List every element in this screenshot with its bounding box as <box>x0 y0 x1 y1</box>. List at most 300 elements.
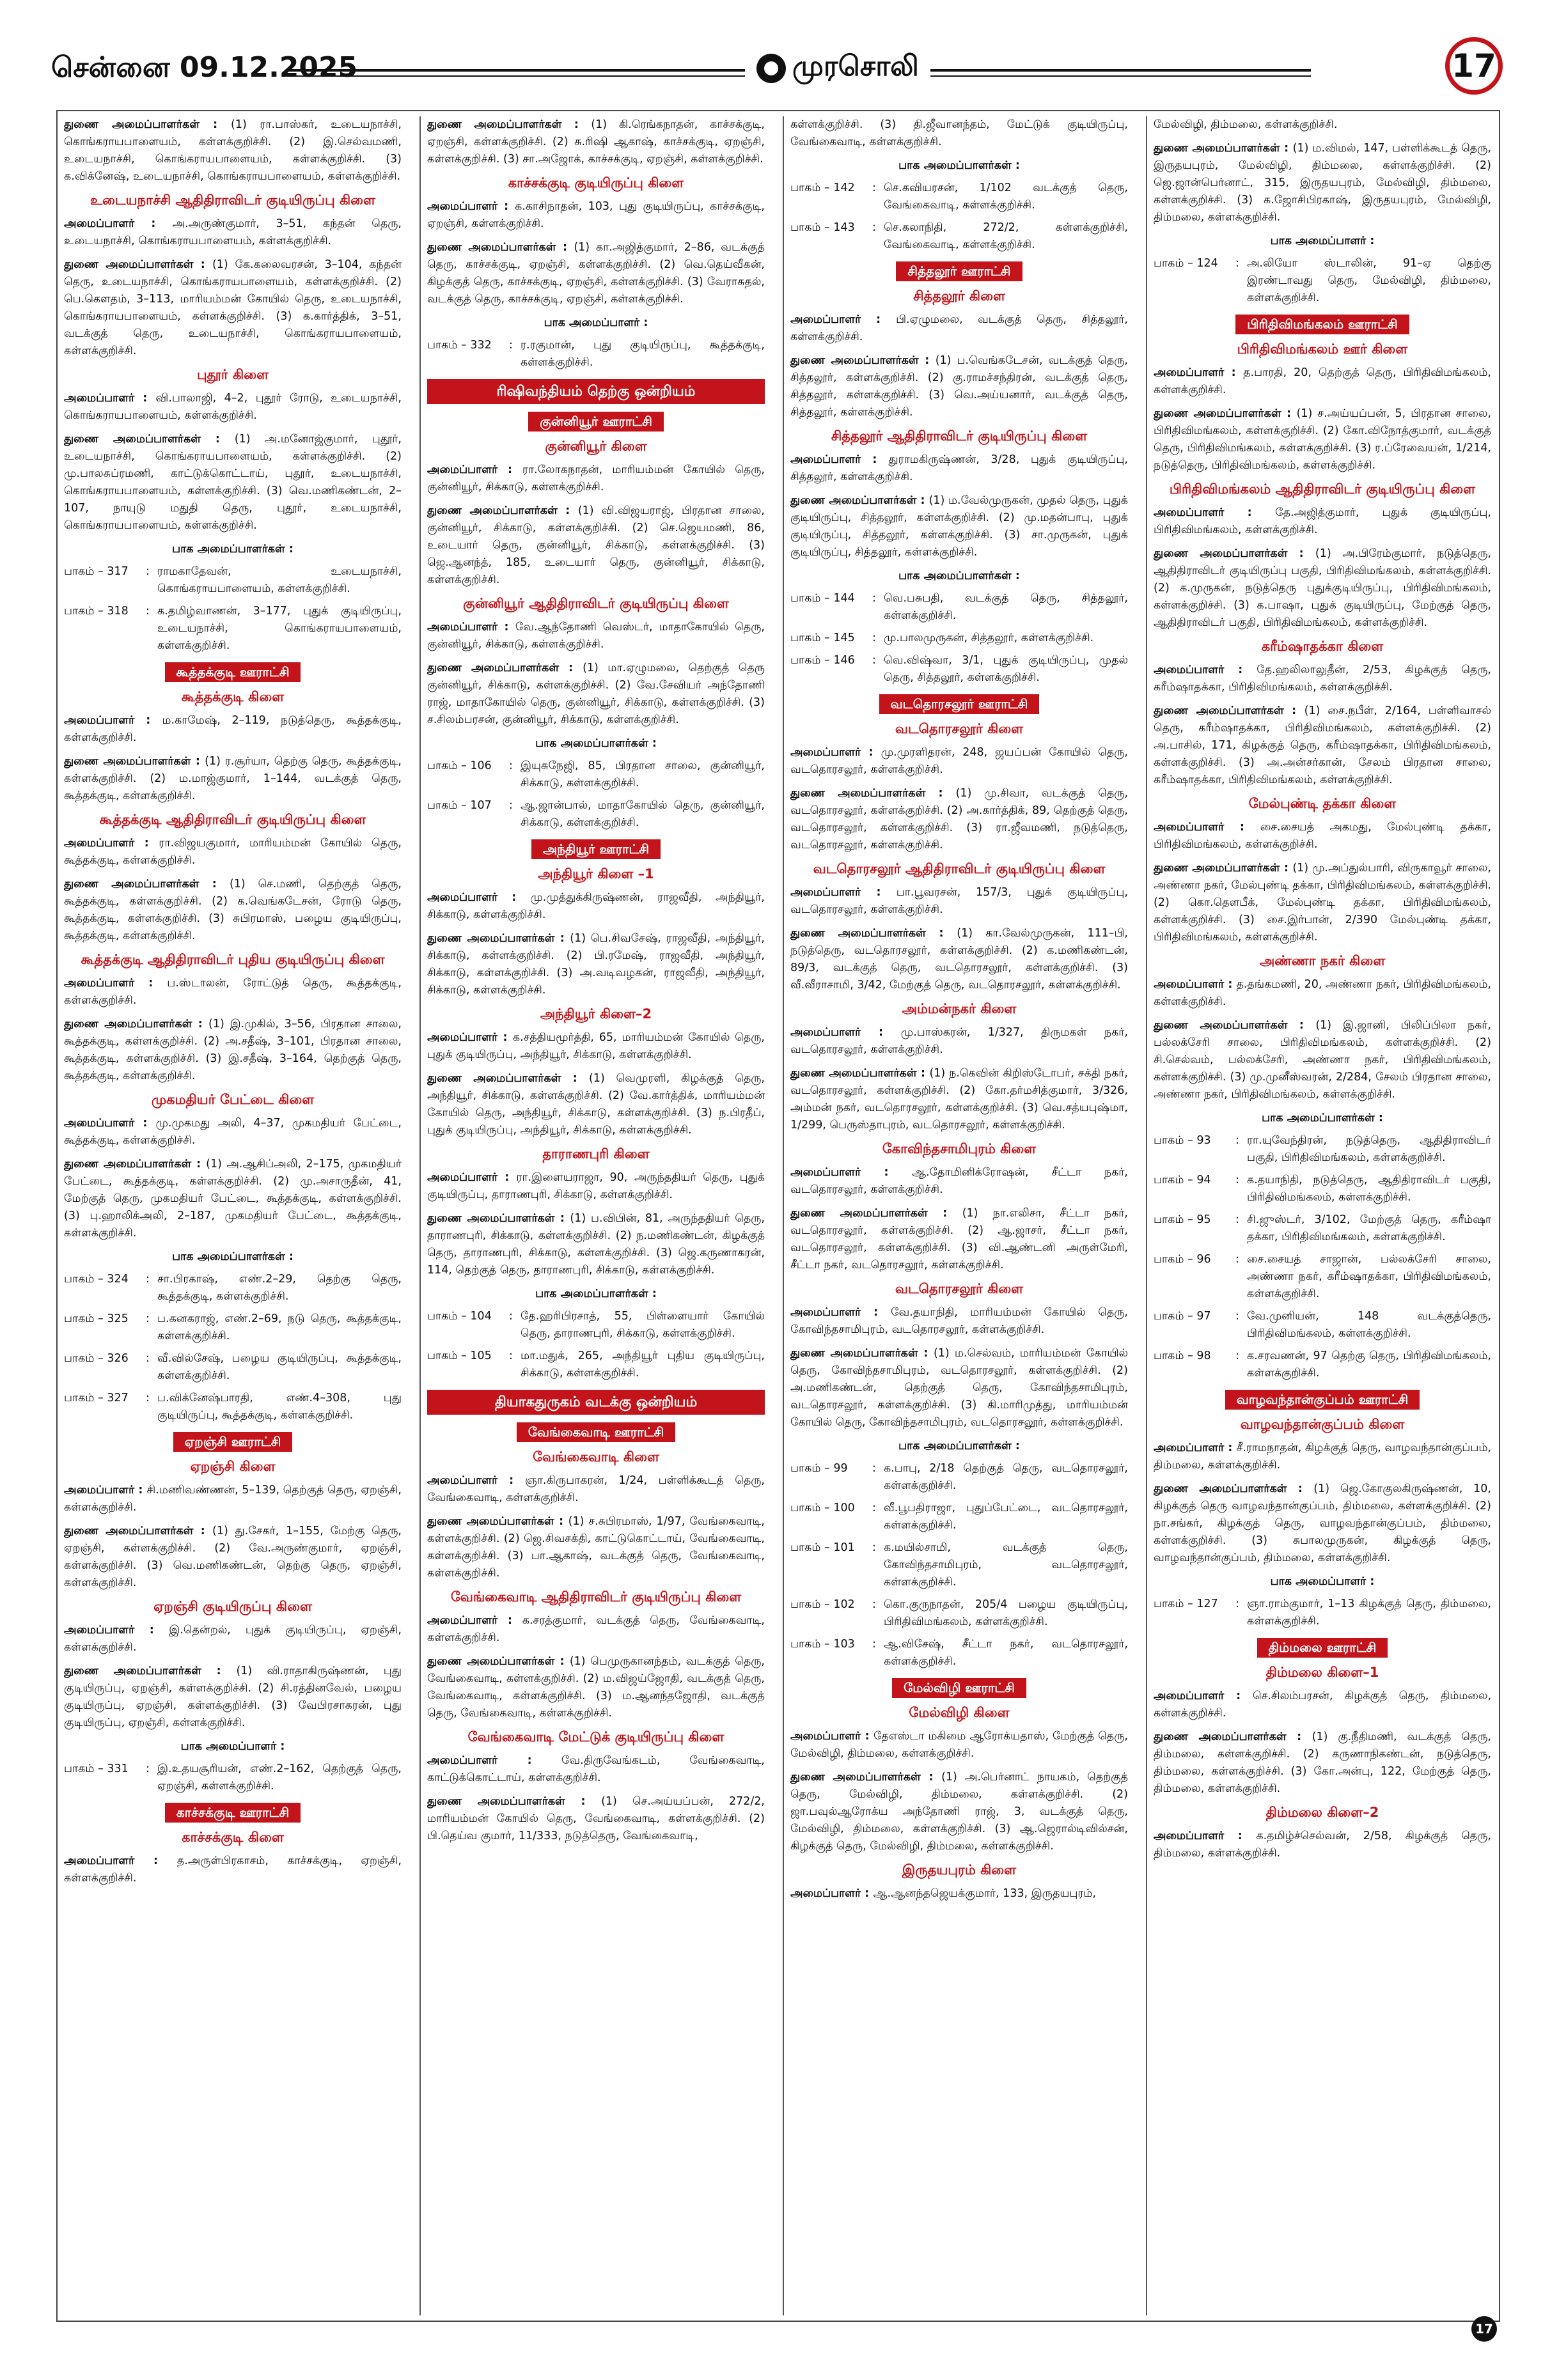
listing-entry <box>790 884 1128 919</box>
entry-text: ஞா.கிருபாகரன், 1/24, பள்ளிக்கூடத் தெரு, வேங்கைவாடி, கள்ளக்குறிச்சி. <box>427 1474 765 1504</box>
entry-text: (1) ப.விபின், 81, அருந்ததியர் தெரு, தாராணபுரி, சிக்காடு, கள்ளக்குறிச்சி. (2) ந.மணிகண்டன், கிழக்குத் தெரு, தாராணபுரி, சிக்காடு, கள்ளக்குறிச்சி. (3) ஜெ.கருணாகரன், 114, தெற்குத் தெரு, தாராணபுரி, சிக்காடு, கள்ளக்குறிச்சி. <box>427 1212 765 1277</box>
ward-organizer: வே.முனியன், 148 வடக்குத்தெரு, பிரிதிவிமங்கலம், கள்ளக்குறிச்சி. <box>1247 1310 1491 1340</box>
ward-row <box>1154 1308 1491 1342</box>
branch-heading: முகமதியர் பேட்டை கிளை <box>151 1092 315 1107</box>
role-label: துணை அமைப்பாளர்கள் : <box>64 118 231 131</box>
separator: : <box>1235 1598 1239 1610</box>
branch-heading: கூத்தக்குடி ஆதிதிராவிடர் புதிய குடியிருப்பு கிளை <box>81 952 385 967</box>
listing-entry <box>1154 405 1491 474</box>
subheading: பாக அமைப்பாளர்கள் : <box>1262 1112 1383 1124</box>
ward-organizer: ரா.யுவேந்திரன், நடுத்தெரு, ஆதிதிராவிடர் பகுதி, பிரிதிவிமங்கலம், கள்ளக்குறிச்சி. <box>1247 1134 1491 1164</box>
listing-entry <box>790 116 1128 151</box>
role-label: துணை அமைப்பாளர்கள் : <box>1154 1731 1312 1743</box>
banner-label: திம்மலை ஊராட்சி <box>1257 1638 1388 1658</box>
ward-organizer: மா.மதுக், 265, அந்தியூர் புதிய குடியிருப்பு, சிக்காடு, கள்ளக்குறிச்சி. <box>521 1349 765 1380</box>
ward-organizer: சி.ஜுஸ்டர், 3/102, மேற்குத் தெரு, கரீம்ஷா தக்கா, பிரிதிவிமங்கலம், கள்ளக்குறிச்சி. <box>1247 1213 1491 1243</box>
listing-entry <box>1154 1828 1491 1862</box>
entry-text: (1) கா.வேல்முருகன், 111–பி, நடுத்தெரு, வடதொரசலூர், கள்ளக்குறிச்சி. (2) க.மணிகண்டன், 89/3, வடக்குத் தெரு, வடதொரசலூர், கள்ளக்குறிச்சி. (3) வீ.வீராசாமி, 3/42, மேற்குத் தெரு, வடதொரசலூர், கள்ளக்குறிச்சி. <box>790 927 1128 992</box>
branch-heading: தாராணபுரி கிளை <box>542 1146 650 1162</box>
entry-text: மு.முரளிதரன், 248, ஜயப்பன் கோயில் தெரு, வடதொரசலூர், கள்ளக்குறிச்சி. <box>790 746 1128 776</box>
entry-text: ரா.விஜயகுமார், மாரியம்மன் கோயில் தெரு, கூத்தக்குடி, கள்ளக்குறிச்சி. <box>64 837 402 867</box>
listing-entry <box>1154 140 1491 226</box>
entry-text: வி.பாலாஜி, 4–2, புதூர் ரோடு, உடையநாச்சி, கொங்கராயபாளையம், கள்ளக்குறிச்சி. <box>64 392 402 422</box>
subheading: பாக அமைப்பாளர் : <box>544 316 648 329</box>
role-label: அமைப்பாளர் : <box>790 1166 912 1179</box>
role-label: அமைப்பாளர் : <box>790 1730 874 1743</box>
listing-entry <box>790 1065 1128 1134</box>
entry-text: பி.ஏழுமலை, வடக்குத் தெரு, சித்தலூர், கள்ளக்குறிச்சி. <box>790 313 1128 343</box>
branch-heading: வேங்கைவாடி கிளை <box>533 1449 659 1465</box>
separator: : <box>146 1762 150 1775</box>
role-label: துணை அமைப்பாளர்கள் : <box>790 354 936 367</box>
entry-text: (1) ம.விமல், 147, பள்ளிக்கூடத் தெரு, இருதயபுரம், மேல்விழி, திம்மலை, கள்ளக்குறிச்சி. (2) ஜெ.ஜான்பெர்னாட், 315, இருதயபுரம், மேல்விழி, திம்மலை, கள்ளக்குறிச்சி. (3) க.ஜோசிபிரகாஷ், இருதயபுரம், மேல்விழி, திம்மலை, கள்ளக்குறிச்சி. <box>1154 142 1491 224</box>
branch-heading: அந்தியூர் கிளை–2 <box>540 1006 652 1022</box>
role-label: துணை அமைப்பாளர்கள் : <box>427 1072 589 1085</box>
listing-entry <box>427 1070 765 1139</box>
panchayat-banner <box>790 694 1128 714</box>
entry-text: (1) வெமுரளி, கிழக்குத் தெரு, அந்தியூர், சிக்காடு, கள்ளக்குறிச்சி. (2) வே.கார்த்திக், மாரியம்மன் கோயில் தெரு, அந்தியூர், சிக்காடு, கள்ளக்குறிச்சி. (3) ந.பிரதீப், புதுக் குடியிருப்பு, அந்தியூர், சிக்காடு, கள்ளக்குறிச்சி. <box>427 1072 765 1137</box>
entry-text: (1) அ.பெர்னாட் நாயகம், தெற்குத் தெரு, மேல்விழி, திம்மலை, கள்ளக்குறிச்சி. (2) ஜா.பவுல்ஆரோக்ய அந்தோணி ராஜ், 3, வடக்குத் தெரு, மேல்விழி, திம்மலை, கள்ளக்குறிச்சி. (3) ஆ.ஜெரால்டிவில்சன், கிழக்குத் தெரு, மேல்விழி, திம்மலை, கள்ளக்குறிச்சி. <box>790 1771 1128 1853</box>
ward-number: பாகம் – 95 <box>1154 1213 1211 1226</box>
entry-text: (1) அ.ஆசிப்அலி, 2–175, முகமதியர் பேட்டை, கூத்தக்குடி, கள்ளக்குறிச்சி. (2) மு.அசாருதீன், 41, மேற்குத் தெரு, முகமதியர் பேட்டை, கூத்தக்குடி, கள்ளக்குறிச்சி. (3) பு.ஹாலிக்அலி, 2–187, முகமதியர் பேட்டை, கூத்தக்குடி, கள்ளக்குறிச்சி. <box>64 1158 402 1240</box>
separator: : <box>872 1598 876 1611</box>
entry-text: (1) மா.ஏழுமலை, தெற்குத் தெரு குன்னியூர், சிக்காடு, கள்ளக்குறிச்சி. (2) வே.சேவியர் அந்தோணி ராஜ், மாதாகோயில் தெரு, குன்னியூர், சிக்காடு, கள்ளக்குறிச்சி. (3) ச.சிலம்பரசன், குன்னியூர், சிக்காடு, கள்ளக்குறிச்சி. <box>427 662 765 726</box>
ward-row <box>64 1350 402 1385</box>
listing-entry <box>1154 703 1491 789</box>
union-banner <box>427 379 765 404</box>
listing-entry <box>1154 545 1491 632</box>
entry-text: ரா.லோகநாதன், மாரியம்மன் கோயில் தெரு, குன்னியூர், சிக்காடு, கள்ளக்குறிச்சி. <box>427 463 765 494</box>
role-label: அமைப்பாளர் : <box>1154 821 1260 834</box>
entry-text: (1) ஜெ.கோகுலகிருஷ்ணன், 10, கிழக்குத் தெரு வாழவந்தான்குப்பம், திம்மலை, கள்ளக்குறிச்சி. (2) நா.சங்கர், கிழக்குத் தெரு, வாழவந்தான்குப்பம், திம்மலை, கள்ளக்குறிச்சி. (3) சுபாலமுருகன், கிழக்குத் தெரு, வாழவந்தான்குப்பம், திம்மலை, கள்ளக்குறிச்சி. <box>1154 1482 1491 1564</box>
listing-entry <box>64 215 402 250</box>
role-label: துணை அமைப்பாளர்கள் : <box>64 433 235 446</box>
ward-number: பாகம் – 142 <box>790 182 855 194</box>
ward-row <box>64 1761 402 1795</box>
listing-entry <box>427 1612 765 1647</box>
subheading: பாக அமைப்பாளர்கள் : <box>898 159 1020 172</box>
ward-organizer: சா.பிரகாஷ், எண்.2–29, தெற்கு தெரு, கூத்தக்குடி, கள்ளக்குறிச்சி. <box>157 1273 402 1303</box>
ward-organizer: செ.கலாநிதி, 272/2, கள்ளக்குறிச்சி, வேங்கைவாடி, கள்ளக்குறிச்சி. <box>884 221 1128 251</box>
branch-heading: மேல்விழி கிளை <box>909 1705 1010 1720</box>
union-banner <box>427 1390 765 1415</box>
subheading: பாக அமைப்பாளர்கள் : <box>172 543 294 556</box>
ward-organizer: ர.ரகுமான், புது குடியிருப்பு, கூத்தக்குடி, கள்ளக்குறிச்சி. <box>521 339 765 369</box>
ward-number: பாகம் – 106 <box>427 759 492 772</box>
ward-number: பாகம் – 317 <box>64 565 129 578</box>
entry-text: மு.முத்துக்கிருஷ்ணன், ராஜவீதி, அந்தியூர், சிக்காடு, கள்ளக்குறிச்சி. <box>427 891 765 921</box>
entry-text: (1) பெ.சிவசேஷ், ராஜவீதி, அந்தியூர், சிக்காடு, கள்ளக்குறிச்சி. (2) பி.ரமேஷ், ராஜவீதி, அந்தியூர், சிக்காடு, கள்ளக்குறிச்சி. (3) அ.வடிவழகன், ராஜவீதி, அந்தியூர், சிக்காடு, கள்ளக்குறிச்சி. <box>427 932 765 997</box>
role-label: துணை அமைப்பாளர்கள் : <box>64 1158 207 1171</box>
entry-text: (1) ந.கெவின் கிறிஸ்டோபர், சக்தி நகர், வடதொரசலூர், கள்ளக்குறிச்சி. (2) கோ.தர்மசித்குமார், 3/326, அம்மன் நகர், வடதொரசலூர், கள்ளக்குறிச்சி. (3) வெ.சத்யபுஷ்மா, 1/299, பெருஸ்தாபுரம், வடதொரசலூர், கள்ளக்குறிச்சி. <box>790 1067 1128 1132</box>
separator: : <box>509 1310 513 1323</box>
separator: : <box>872 1638 876 1651</box>
branch-heading: மேல்புண்டி தக்கா கிளை <box>1248 796 1397 811</box>
banner-label: தியாகதுருகம் வடக்கு ஒன்றியம் <box>427 1390 765 1415</box>
entry-text: கள்ளக்குறிச்சி. (3) தி.ஜீவானந்தம், மேட்டுக் குடியிருப்பு, வேங்கைவாடி, கள்ளக்குறிச்சி. <box>790 118 1128 148</box>
ward-number: பாகம் – 326 <box>64 1352 129 1365</box>
entry-text: (1) ம.செல்வம், மாரியம்மன் கோயில் தெரு, கோவிந்தசாமிபுரம், வடதொரசலூர், கள்ளக்குறிச்சி. (2) அ.மணிகண்டன், தெற்குத் தெரு, கோவிந்தசாமிபுரம், வடதொரசலூர், கள்ளக்குறிச்சி. (3) கி.மாரிமுத்து, மாரியம்மன் கோயில் தெரு, கோவிந்தசாமிபுரம், வடதொரசலூர், கள்ளக்குறிச்சி. <box>790 1347 1128 1429</box>
role-label: அமைப்பாளர் : <box>790 746 881 759</box>
subheading: பாக அமைப்பாளர்கள் : <box>898 570 1020 582</box>
entry-text: (1) ச.சுபிரமாஸ், 1/97, வேங்கைவாடி, கள்ளக்குறிச்சி. (2) ஜெ.சிவசக்தி, காட்டுகொட்டாய், வேங்கைவாடி, கள்ளக்குறிச்சி. (3) பா.ஆகாஷ், வடக்குத் தெரு, வேங்கைவாடி, கள்ளக்குறிச்சி. <box>427 1515 765 1580</box>
role-label: துணை அமைப்பாளர்கள் : <box>1154 407 1297 420</box>
entry-text: க.தமிழ்ச்செல்வன், 2/58, கிழக்குத் தெரு, திம்மலை, கள்ளக்குறிச்சி. <box>1154 1830 1491 1860</box>
entry-text: (1) இ.ஜானி, பிலிப்பிலா நகர், பல்லக்சேரி சாலை, பிரிதிவிமங்கலம், கள்ளக்குறிச்சி. (2) சி.செல்வம், பல்லக்சேரி, அண்ணா நகர், பிரிதிவிமங்கலம், கள்ளக்குறிச்சி. (3) மு.முனீஸ்வரன், 2/284, சேலம் பிரதான சாலை, அண்ணா நகர், பிரிதிவிமங்கலம், கள்ளக்குறிச்சி. <box>1154 1019 1491 1101</box>
role-label: அமைப்பாளர் : <box>64 1117 156 1130</box>
ward-row <box>790 1500 1128 1534</box>
column-divider <box>419 116 421 2315</box>
branch-heading: காச்சக்குடி கிளை <box>182 1830 284 1845</box>
subheading: பாக அமைப்பாளர் : <box>1270 1575 1375 1588</box>
ward-organizer: இ.உதயசூரியன், எண்.2–162, தெற்குத் தெரு, ஏறஞ்சி, கள்ளக்குறிச்சி. <box>157 1762 402 1793</box>
ward-number: பாகம் – 127 <box>1154 1598 1218 1610</box>
subheading: பாக அமைப்பாளர்கள் : <box>535 1287 657 1300</box>
ward-number: பாகம் – 105 <box>427 1349 492 1362</box>
listing-entry <box>64 256 402 360</box>
ward-organizer: க.சரவணன், 97 தெற்கு தெரு, பிரிதிவிமங்கலம், கள்ளக்குறிச்சி. <box>1247 1349 1491 1380</box>
ward-number: பாகம் – 145 <box>790 632 855 644</box>
panchayat-banner <box>790 1678 1128 1698</box>
subheading: பாக அமைப்பாளர்கள் : <box>535 737 657 750</box>
separator: : <box>872 592 876 605</box>
ward-number: பாகம் – 107 <box>427 799 492 812</box>
listing-entry <box>790 925 1128 994</box>
entry-text: (1) செ.மணி, தெற்குத் தெரு, கூத்தக்குடி, கள்ளக்குறிச்சி. (2) க.வெங்கடேசன், ரோடு தெரு, கூத்தக்குடி, கள்ளக்குறிச்சி. (3) சுபிரமாஸ், பழைய குடியிருப்பு, கூத்தக்குடி, கள்ளக்குறிச்சி. <box>64 878 402 942</box>
entry-text: வே.திருவேங்கடம், வேங்கைவாடி, காட்டுக்கொட்டாய், கள்ளக்குறிச்சி. <box>427 1754 765 1784</box>
listing-entry <box>1154 1017 1491 1103</box>
banner-label: குன்னியூர் ஊராட்சி <box>528 412 664 432</box>
ward-row <box>790 590 1128 625</box>
ward-number: பாகம் – 318 <box>64 605 129 618</box>
separator: : <box>509 339 513 352</box>
column-divider <box>1146 116 1147 2315</box>
listing-entry <box>64 753 402 805</box>
role-label: அமைப்பாளர் : <box>1154 506 1276 519</box>
listing-entry <box>64 1482 402 1516</box>
ward-row <box>790 1596 1128 1631</box>
role-label: துணை அமைப்பாளர்கள் : <box>1154 142 1293 155</box>
listing-entry <box>64 116 402 185</box>
branch-heading: கோவிந்தசாமிபுரம் கிளை <box>882 1141 1037 1156</box>
separator: : <box>1235 1134 1239 1147</box>
role-label: அமைப்பாளர் : <box>64 392 156 405</box>
listing-entry <box>790 1164 1128 1199</box>
entry-text: த.பாரதி, 20, தெற்குத் தெரு, பிரிதிவிமங்கலம், கள்ளக்குறிச்சி. <box>1154 366 1491 396</box>
entry-text: ஆ.ஆனந்தஜெயக்குமார், 133, இருதயபுரம், <box>873 1887 1097 1900</box>
role-label: துணை அமைப்பாளர்கள் : <box>790 1347 934 1360</box>
separator: : <box>1235 1310 1239 1323</box>
page-header <box>51 37 1503 107</box>
ward-organizer: ஆ.விசேஷ், சீட்டா நகர், வடதொரசலூர், கள்ளக்குறிச்சி. <box>884 1638 1128 1668</box>
listing-entry <box>427 1472 765 1507</box>
panchayat-banner <box>1154 1638 1491 1658</box>
separator: : <box>146 605 150 618</box>
entry-text: (1) அ.பிரேம்குமார், நடுத்தெரு, ஆதிதிராவிடர் குடியிருப்பு பகுதி, பிரிதிவிமங்கலம், கள்ளக்குறிச்சி. (2) க.முருகன், நடுத்தெரு புதுக்குடியிருப்பு, பிரிதிவிமங்கலம், கள்ளக்குறிச்சி. (3) க.பாஷா, புதுக் குடியிருப்பு, மேற்குத் தெரு, ஆதிதிராவிடர் பகுதி, பிரிதிவிமங்கலம், கள்ளக்குறிச்சி. <box>1154 547 1491 629</box>
role-label: துணை அமைப்பாளர்கள் : <box>1154 862 1293 875</box>
branch-heading: திம்மலை கிளை–1 <box>1265 1665 1379 1680</box>
ward-organizer: ஞா.ராம்குமார், 1–13 கிழக்குத் தெரு, திம்மலை, கள்ளக்குறிச்சி. <box>1247 1598 1491 1628</box>
separator: : <box>146 1352 150 1365</box>
separator: : <box>1235 1349 1239 1362</box>
role-label: துணை அமைப்பாளர்கள் : <box>1154 1482 1314 1495</box>
ward-row <box>1154 1172 1491 1206</box>
listing-entry <box>64 1523 402 1592</box>
listing-entry <box>427 1210 765 1279</box>
entry-text: வே.ஆந்தோணி வெஸ்டர், மாதாகோயில் தெரு, குன்னியூர், சிக்காடு, கள்ளக்குறிச்சி. <box>427 621 765 651</box>
subheading: பாக அமைப்பாளர்கள் : <box>172 1250 294 1263</box>
separator: : <box>1235 1253 1239 1266</box>
role-label: அமைப்பாளர் : <box>1154 978 1237 991</box>
listing-entry <box>64 835 402 869</box>
ward-organizer: மு.பாலமுருகன், சித்தலூர், கள்ளக்குறிச்சி. <box>884 632 1094 644</box>
entry-text: (1) பெமுருகானந்தம், வடக்குத் தெரு, வேங்கைவாடி, கள்ளக்குறிச்சி. (2) ம.விஜய்ஜோதி, வடக்குத் தெரு, வேங்கைவாடி, கள்ளக்குறிச்சி. (3) ம.ஆனந்தஜோதி, வடக்குத் தெரு, வேங்கைவாடி, கள்ளக்குறிச்சி. <box>427 1655 765 1720</box>
listing-entry <box>64 431 402 534</box>
ward-number: பாகம் – 124 <box>1154 257 1218 270</box>
entry-text: (1) கா.அஜித்குமார், 2–86, வடக்குத் தெரு, காச்சக்குடி, ஏறஞ்சி, கள்ளக்குறிச்சி. (2) வெ.தெய்வீகன், கிழக்குத் தெரு, காச்சக்குடி, ஏறஞ்சி, கள்ளக்குறிச்சி. (3) வேராசுதல், வடக்குத் தெரு, காச்சக்குடி, ஏறஞ்சி, கள்ளக்குறிச்சி. <box>427 241 765 306</box>
branch-heading: கரீம்ஷாதக்கா கிளை <box>1261 639 1384 654</box>
banner-label: வாழவந்தான்குப்பம் ஊராட்சி <box>1225 1390 1420 1410</box>
listing-entry <box>790 1728 1128 1762</box>
edition-date: சென்னை 09.12.2025 <box>51 51 358 84</box>
separator: : <box>872 1462 876 1475</box>
role-label: அமைப்பாளர் : <box>64 1855 177 1867</box>
role-label: துணை அமைப்பாளர்கள் : <box>64 755 205 768</box>
ward-organizer: வீ.பூபதிராஜா, புதுப்பேட்டை, வடதொரசலூர், கள்ளக்குறிச்சி. <box>884 1502 1128 1532</box>
ward-organizer: க.தமிழ்வாணன், 3–177, புதுக் குடியிருப்பு, உடையநாச்சி, கொங்கராயபாளையம், கள்ளக்குறிச்சி. <box>157 605 402 652</box>
role-label: அமைப்பாளர் : <box>64 714 162 727</box>
separator: : <box>509 799 513 812</box>
entry-text: செ.சிலம்பரசன், கிழக்குத் தெரு, திம்மலை, கள்ளக்குறிச்சி. <box>1154 1690 1491 1720</box>
ward-row <box>64 603 402 655</box>
branch-heading: அண்ணா நகர் கிளை <box>1259 953 1386 968</box>
banner-label: வேங்கைவாடி ஊராட்சி <box>517 1422 676 1442</box>
listing-entry <box>427 1169 765 1204</box>
ward-organizer: கொ.குருநாதன், 205/4 பழைய குடியிருப்பு, பிரிதிவிமங்கலம், கள்ளக்குறிச்சி. <box>884 1598 1128 1628</box>
role-label: துணை அமைப்பாளர்கள் : <box>64 258 212 271</box>
entry-text: (1) வி.விஜயராஜ், பிரதான சாலை, குன்னியூர், சிக்காடு, கள்ளக்குறிச்சி. (2) செ.ஜெயமணி, 86, உடையார் தெரு, குன்னியூர், சிக்காடு, கள்ளக்குறிச்சி. (3) ஜெ.ஆனந்த், 185, உடையார் தெரு, குன்னியூர், சிக்காடு, கள்ளக்குறிச்சி. <box>427 504 765 586</box>
role-label: அமைப்பாளர் : <box>790 1026 901 1039</box>
role-label: துணை அமைப்பாளர்கள் : <box>64 878 230 891</box>
ward-row <box>790 1636 1128 1670</box>
panchayat-banner <box>427 412 765 432</box>
role-label: துணை அமைப்பாளர்கள் : <box>427 1655 570 1668</box>
entry-text: தே.அஜித்குமார், புதுக் குடியிருப்பு, பிரிதிவிமங்கலம், கள்ளக்குறிச்சி. <box>1154 506 1491 536</box>
ward-row <box>64 1390 402 1424</box>
banner-label: காச்சக்குடி ஊராட்சி <box>165 1803 301 1823</box>
ward-number: பாகம் – 97 <box>1154 1310 1211 1323</box>
separator: : <box>509 1349 513 1362</box>
role-label: அமைப்பாளர் : <box>427 200 515 213</box>
listing-entry <box>1154 1729 1491 1798</box>
listing-entry <box>1154 364 1491 399</box>
branch-heading: வேங்கைவாடி மேட்டுக் குடியிருப்பு கிளை <box>467 1729 725 1745</box>
entry-text: ம.காமேஷ், 2–119, நடுத்தெரு, கூத்தக்குடி, கள்ளக்குறிச்சி. <box>64 714 402 744</box>
entry-text: (1) ப.வெங்கடேசன், வடக்குத் தெரு, சித்தலூர், கள்ளக்குறிச்சி. (2) கு.ராமச்சந்திரன், வடக்குத் தெரு, சித்தலூர், கள்ளக்குறிச்சி. (3) வெ.அய்யனார், வடக்குத் தெரு, சித்தலூர், கள்ளக்குறிச்சி. <box>790 354 1128 419</box>
ward-organizer: ப.கனகராஜ், எண்.2–69, நடு தெரு, கூத்தக்குடி, கள்ளக்குறிச்சி. <box>157 1312 402 1342</box>
separator: : <box>1235 1174 1239 1186</box>
ward-number: பாகம் – 144 <box>790 592 855 605</box>
role-label: அமைப்பாளர் : <box>1154 1690 1253 1702</box>
entry-text: தே.ஹலிலாலுதீன், 2/53, கிழக்குத் தெரு, கரீம்ஷாதக்கா, பிரிதிவிமங்கலம், கள்ளக்குறிச்சி. <box>1154 664 1491 694</box>
role-label: துணை அமைப்பாளர்கள் : <box>64 1665 237 1677</box>
entry-text: சை.சையத் அகமது, மேல்புண்டி தக்கா, பிரிதிவிமங்கலம், கள்ளக்குறிச்சி. <box>1154 821 1491 851</box>
branch-heading: சித்தலூர் ஆதிதிராவிடர் குடியிருப்பு கிளை <box>831 428 1088 444</box>
ward-organizer: இயுசுநேஜி, 85, பிரதான சாலை, குன்னியூர், சிக்காடு, கள்ளக்குறிச்சி. <box>521 759 765 789</box>
ward-row <box>790 1460 1128 1495</box>
entry-text: க.சரத்குமார், வடக்குத் தெரு, வேங்கைவாடி, கள்ளக்குறிச்சி. <box>427 1614 765 1644</box>
listing-entry <box>1154 860 1491 946</box>
ward-row <box>427 337 765 371</box>
ward-row <box>1154 255 1491 307</box>
banner-label: ரிஷிவந்தியம் தெற்கு ஒன்றியம் <box>427 379 765 404</box>
entry-text: (1) ச.அய்யப்பன், 5, பிரதான சாலை, பிரிதிவிமங்கலம், கள்ளக்குறிச்சி. (2) கோ.விநோத்குமார், வடக்குத் தெரு, பிரிதிவிமங்கலம், கள்ளக்குறிச்சி. (3) ர.ப்ரேவையன், 1/214, நடுத்தெரு, பிரிதிவிமங்கலம், கள்ளக்குறிச்சி. <box>1154 407 1491 472</box>
role-label: துணை அமைப்பாளர்கள் : <box>790 1771 942 1784</box>
ward-organizer: வெ.பசுபதி, வடக்குத் தெரு, சித்தலூர், கள்ளக்குறிச்சி. <box>884 592 1128 622</box>
role-label: துணை அமைப்பாளர்கள் : <box>427 118 591 131</box>
role-label: அமைப்பாளர் : <box>64 977 168 990</box>
listing-entry <box>1154 662 1491 696</box>
column-3 <box>790 116 1128 2315</box>
ward-organizer: செ.கவியரசன், 1/102 வடக்குத் தெரு, வேங்கைவாடி, கள்ளக்குறிச்சி. <box>884 182 1128 212</box>
entry-text: துராமகிருஷ்ணன், 3/28, புதுக் குடியிருப்பு, சித்தலூர், கள்ளக்குறிச்சி. <box>790 453 1128 483</box>
listing-entry <box>64 876 402 945</box>
panchayat-banner <box>427 839 765 859</box>
entry-text: (1) சை.நபீள், 2/164, பள்ளிவாசல் தெரு, கரீம்ஷாதக்கா, பிரிதிவிமங்கலம், கள்ளக்குறிச்சி. (2) அ.பாசில், 171, கிழக்குத் தெரு, கரீம்ஷாதக்கா, பிரிதிவிமங்கலம், கள்ளக்குறிச்சி. (3) அ.அன்சர்கான், சேலம் பிரதான சாலை, கரீம்ஷாதக்கா, பிரிதிவிமங்கலம், கள்ளக்குறிச்சி. <box>1154 704 1491 786</box>
listing-entry <box>427 660 765 729</box>
ward-row <box>1154 1251 1491 1303</box>
role-label: அமைப்பாளர் : <box>790 313 897 326</box>
ward-number: பாகம் – 93 <box>1154 1134 1211 1147</box>
role-label: துணை அமைப்பாளர்கள் : <box>427 1212 570 1225</box>
role-label: அமைப்பாளர் : <box>427 463 522 476</box>
branch-heading: வடதொரசலூர் கிளை <box>895 721 1024 736</box>
role-label: அமைப்பாளர் : <box>427 1474 526 1487</box>
branch-heading: வடதொரசலூர் கிளை <box>895 1281 1024 1296</box>
branch-heading: திம்மலை கிளை–2 <box>1265 1805 1379 1820</box>
separator: : <box>146 1273 150 1286</box>
listing-entry <box>64 1115 402 1149</box>
panchayat-banner <box>427 1422 765 1442</box>
listing-entry <box>790 451 1128 486</box>
ward-number: பாகம் – 100 <box>790 1502 855 1514</box>
entry-text: ரா.இளையராஜா, 90, அருந்ததியர் தெரு, புதுக் குடியிருப்பு, தாராணபுரி, சிக்காடு, கள்ளக்குறிச்சி. <box>427 1171 765 1201</box>
panchayat-banner <box>790 261 1128 281</box>
branch-heading: வாழவந்தான்குப்பம் கிளை <box>1240 1417 1405 1432</box>
ward-number: பாகம் – 101 <box>790 1541 855 1554</box>
column-1 <box>64 116 402 2315</box>
ward-organizer: அ.லியோ ஸ்டாலின், 91–ஏ தெற்கு இரண்டாவது தெரு, மேல்விழி, திம்மலை, கள்ளக்குறிச்சி. <box>1247 257 1491 304</box>
entry-text: அ.அருண்குமார், 3–51, கந்தன் தெரு, உடையநாச்சி, கொங்கராயபாளையம், கள்ளக்குறிச்சி. <box>64 217 402 247</box>
ward-row <box>790 219 1128 254</box>
panchayat-banner <box>64 662 402 682</box>
role-label: அமைப்பாளர் : <box>427 621 515 634</box>
role-label: துணை அமைப்பாளர்கள் : <box>427 504 578 517</box>
role-label: துணை அமைப்பாளர்கள் : <box>64 1525 212 1537</box>
role-label: அமைப்பாளர் : <box>64 1624 169 1637</box>
entry-text: ப.ஸ்டாலன், ரோட்டுத் தெரு, கூத்தக்குடி, கள்ளக்குறிச்சி. <box>64 977 402 1007</box>
ward-row <box>64 563 402 598</box>
ward-row <box>427 1308 765 1342</box>
ward-number: பாகம் – 332 <box>427 339 492 352</box>
role-label: அமைப்பாளர் : <box>790 886 897 899</box>
branch-heading: பிரிதிவிமங்கலம் ஊர் கிளை <box>1237 341 1408 357</box>
ward-number: பாகம் – 331 <box>64 1762 129 1775</box>
ward-organizer: ராமகாதேவன், உடையநாச்சி, கொங்கராயபாளையம், கள்ளக்குறிச்சி. <box>157 565 402 595</box>
ward-row <box>427 758 765 792</box>
ward-row <box>790 1539 1128 1591</box>
entry-text: பா.பூவரசன், 157/3, புதுக் குடியிருப்பு, வடதொரசலூர், கள்ளக்குறிச்சி. <box>790 886 1128 916</box>
ward-organizer: வீ.வில்சேஷ், பழைய குடியிருப்பு, கூத்தக்குடி, கள்ளக்குறிச்சி. <box>157 1352 402 1382</box>
separator: : <box>146 1392 150 1404</box>
panchayat-banner <box>64 1803 402 1823</box>
branch-heading: குன்னியூர் ஆதிதிராவிடர் குடியிருப்பு கிளை <box>463 596 729 611</box>
ward-number: பாகம் – 102 <box>790 1598 855 1611</box>
entry-text: மேல்விழி, திம்மலை, கள்ளக்குறிச்சி. <box>1154 118 1338 131</box>
role-label: துணை அமைப்பாளர்கள் : <box>1154 704 1304 717</box>
branch-heading: குன்னியூர் கிளை <box>545 439 647 454</box>
role-label: அமைப்பாளர் : <box>427 891 531 904</box>
separator: : <box>872 221 876 234</box>
role-label: துணை அமைப்பாளர்கள் : <box>790 1207 962 1220</box>
listing-entry <box>427 502 765 589</box>
page-number-badge: 17 <box>1445 37 1503 95</box>
separator: : <box>1235 257 1239 270</box>
entry-text: (1) மு.சிவா, வடக்குத் தெரு, வடதொரசலூர், கள்ளக்குறிச்சி. (2) அ.கார்த்திக், 89, தெற்குத் தெரு, வடதொரசலூர், கள்ளக்குறிச்சி. (3) ரா.ஜீவமணி, நடுத்தெரு, வடதொரசலூர், கள்ளக்குறிச்சி. <box>790 787 1128 852</box>
role-label: துணை அமைப்பாளர்கள் : <box>427 1795 602 1808</box>
entry-text: சி.மணிவண்ணன், 5–139, தெற்குத் தெரு, ஏறஞ்சி, கள்ளக்குறிச்சி. <box>64 1484 402 1514</box>
banner-label: கூத்தக்குடி ஊராட்சி <box>165 662 301 682</box>
role-label: அமைப்பாளர் : <box>64 837 159 850</box>
listing-entry <box>427 1653 765 1722</box>
entry-text: க.சத்தியமூர்த்தி, 65, மாரியம்மன் கோயில் தெரு, புதுக் குடியிருப்பு, அந்தியூர், சிக்காடு, கள்ளக்குறிச்சி. <box>427 1031 765 1061</box>
listing-entry <box>1154 504 1491 539</box>
entry-text: (1) ம.வேல்முருகன், முதல் தெரு, புதுக் குடியிருப்பு, சித்தலூர், கள்ளக்குறிச்சி. (2) மு.மதன்பாபு, புதுக் குடியிருப்பு, சித்தலூர், கள்ளக்குறிச்சி. (3) சா.முருகன், புதுக் குடியிருப்பு, சித்தலூர், கள்ளக்குறிச்சி. <box>790 494 1128 559</box>
ward-organizer: சை.சையத் சாஜான், பல்லக்சேரி சாலை, அண்ணா நகர், கரீம்ஷாதக்கா, பிரிதிவிமங்கலம், கள்ளக்குறிச்சி. <box>1247 1253 1491 1300</box>
ward-organizer: ப.விக்னேஷ்பாரதி, எண்.4–308, புது குடியிருப்பு, கூத்தக்குடி, கள்ளக்குறிச்சி. <box>157 1392 402 1422</box>
listing-entry <box>64 1853 402 1887</box>
ward-row <box>1154 1132 1491 1167</box>
role-label: துணை அமைப்பாளர்கள் : <box>427 932 570 945</box>
role-label: அமைப்பாளர் : <box>790 1887 873 1900</box>
separator: : <box>146 565 150 578</box>
branch-heading: அந்தியூர் கிளை –1 <box>538 866 654 882</box>
listing-entry <box>1154 976 1491 1011</box>
listing-entry <box>790 492 1128 561</box>
banner-label: வடதொரசலூர் ஊராட்சி <box>879 694 1040 714</box>
panchayat-banner <box>1154 1390 1491 1410</box>
entry-text: த.அருள்பிரகாசம், காச்சக்குடி, ஏறஞ்சி, கள்ளக்குறிச்சி. <box>64 1855 402 1885</box>
entry-text: இ.தென்றல், புதுக் குடியிருப்பு, ஏறஞ்சி, கள்ளக்குறிச்சி. <box>64 1624 402 1654</box>
ward-row <box>1154 1211 1491 1246</box>
listing-entry <box>1154 1688 1491 1722</box>
entry-text: மு.முகமது அலி, 4–37, முகமதியர் பேட்டை, கூத்தக்குடி, கள்ளக்குறிச்சி. <box>64 1117 402 1147</box>
listing-entry <box>427 930 765 999</box>
listing-entry <box>790 1885 1128 1902</box>
branch-heading: புதூர் கிளை <box>196 367 269 382</box>
listing-entry <box>64 1663 402 1732</box>
entry-text: ஆ.தோமினிக்ரோஷன், சீட்டா நகர், வடதொரசலூர், கள்ளக்குறிச்சி. <box>790 1166 1128 1196</box>
listing-entry <box>790 1345 1128 1431</box>
entry-text: (1) அ.மனோஜ்குமார், புதூர், உடையநாச்சி, கொங்கராயபாளையம், கள்ளக்குறிச்சி. (2) மு.பாலசுப்ரமணி, காட்டுக்கொட்டாய், புதூர், உடையநாச்சி, கொங்கராயபாளையம், கள்ளக்குறிச்சி. (3) வெ.மணிகண்டன், 2–107, நாயுடு மதுதி தெரு, புதூர், உடையநாச்சி, கொங்கராயபாளையம், கள்ளக்குறிச்சி. <box>64 433 402 532</box>
branch-heading: ஏறஞ்சி குடியிருப்பு கிளை <box>153 1599 312 1614</box>
listing-entry <box>64 1156 402 1242</box>
listing-entry <box>64 975 402 1009</box>
footer-page-number: 17 <box>1471 2316 1497 2342</box>
panchayat-banner <box>1154 315 1491 334</box>
ward-row <box>790 180 1128 214</box>
ward-organizer: ஆ.ஜான்பால், மாதாகோயில் தெரு, குன்னியூர், சிக்காடு, கள்ளக்குறிச்சி. <box>521 799 765 829</box>
